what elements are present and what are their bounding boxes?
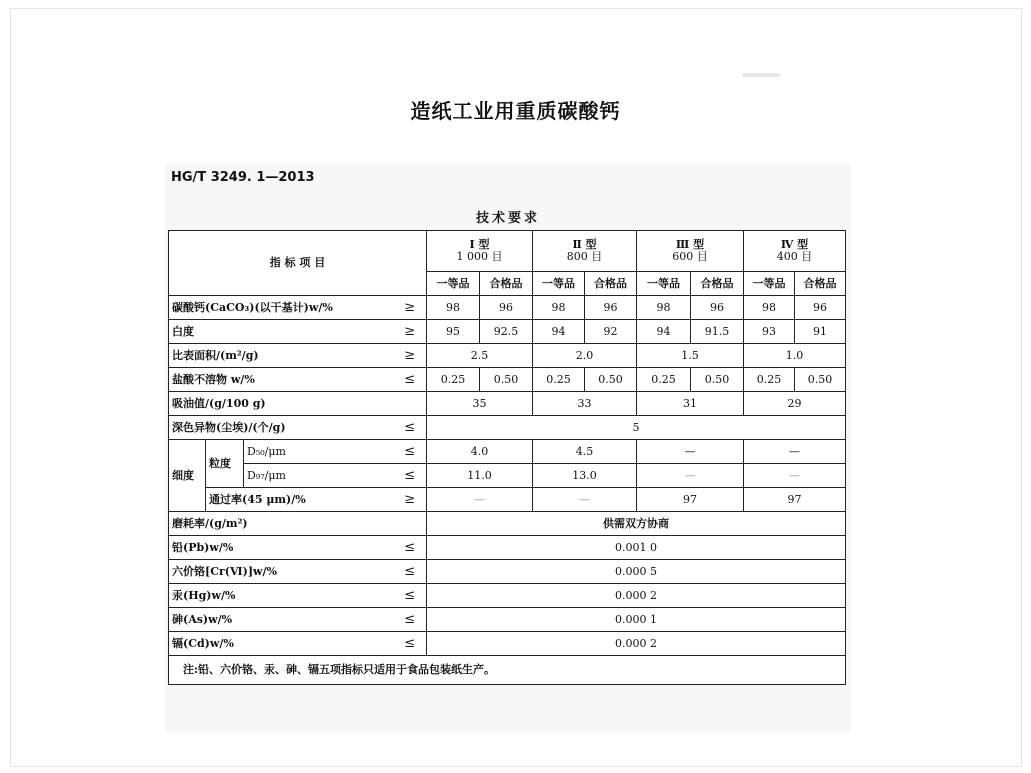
row-oil-absorption (169, 392, 846, 416)
value-cell: 0.000 5 (427, 560, 846, 584)
value-cell: 0.25 (637, 368, 691, 392)
value-cell: — (744, 440, 846, 464)
fineness-label: 细度 (169, 440, 206, 512)
value-cell: — (744, 464, 846, 488)
scan-smudge (742, 73, 780, 77)
type-3-header: Ⅲ 型 600 目 (637, 231, 744, 272)
value-cell: 91.5 (691, 320, 744, 344)
operator: ≤ (394, 632, 427, 656)
pass-rate-label: 通过率(45 μm)/% (206, 488, 394, 512)
row-label: 铅(Pb)w/% (169, 536, 394, 560)
value-cell: 92.5 (480, 320, 533, 344)
row-note (169, 656, 846, 685)
row-label: 磨耗率/(g/m²) (169, 512, 427, 536)
grade-header: 合格品 (691, 272, 744, 296)
row-fineness-d97 (169, 464, 846, 488)
row-label: 比表面积/(m²/g) (169, 344, 394, 368)
value-cell: 35 (427, 392, 533, 416)
value-cell: 91 (795, 320, 846, 344)
row-label: 吸油值/(g/100 g) (169, 392, 427, 416)
type-4-header: Ⅳ 型 400 目 (744, 231, 846, 272)
spec-table (168, 230, 846, 685)
value-cell: 0.25 (744, 368, 795, 392)
value-cell: 0.50 (585, 368, 637, 392)
value-cell: 0.000 1 (427, 608, 846, 632)
value-cell: — (427, 488, 533, 512)
row-label: 碳酸钙(CaCO₃)(以干基计)w/% (169, 296, 394, 320)
value-cell: 96 (795, 296, 846, 320)
type-2-header: Ⅱ 型 800 目 (533, 231, 637, 272)
row-label: 白度 (169, 320, 394, 344)
value-cell: 0.50 (691, 368, 744, 392)
value-cell: 94 (637, 320, 691, 344)
d97-label: D₉₇/μm (244, 464, 394, 488)
value-cell: 5 (427, 416, 846, 440)
row-label: 盐酸不溶物 w/% (169, 368, 394, 392)
row-whiteness (169, 320, 846, 344)
value-cell: 0.50 (795, 368, 846, 392)
table-note: 注:铅、六价铬、汞、砷、镉五项指标只适用于食品包装纸生产。 (169, 656, 846, 685)
value-cell: 93 (744, 320, 795, 344)
item-header: 指 标 项 目 (169, 231, 427, 296)
d50-label: D₅₀/μm (244, 440, 394, 464)
row-label: 六价铬[Cr(Ⅵ)]w/% (169, 560, 394, 584)
operator: ≤ (394, 584, 427, 608)
operator: ≤ (394, 560, 427, 584)
grade-header: 一等品 (533, 272, 585, 296)
operator: ≤ (394, 608, 427, 632)
row-label: 镉(Cd)w/% (169, 632, 394, 656)
grade-header: 一等品 (744, 272, 795, 296)
value-cell: 13.0 (533, 464, 637, 488)
value-cell: 0.25 (427, 368, 480, 392)
value-cell: — (637, 440, 744, 464)
row-fineness-pass-rate (169, 488, 846, 512)
operator: ≥ (394, 296, 427, 320)
value-cell: 97 (744, 488, 846, 512)
value-cell: 2.0 (533, 344, 637, 368)
operator: ≤ (394, 368, 427, 392)
value-cell: 31 (637, 392, 744, 416)
operator: ≥ (394, 344, 427, 368)
value-cell: 98 (427, 296, 480, 320)
row-dark-impurities (169, 416, 846, 440)
row-fineness-d50 (169, 440, 846, 464)
operator: ≤ (394, 536, 427, 560)
operator: ≥ (394, 488, 427, 512)
value-cell: 0.000 2 (427, 584, 846, 608)
grade-header: 合格品 (480, 272, 533, 296)
row-mercury (169, 584, 846, 608)
grade-header: 合格品 (795, 272, 846, 296)
value-cell: — (637, 464, 744, 488)
particle-size-label: 粒度 (206, 440, 244, 488)
row-surface-area (169, 344, 846, 368)
operator: ≥ (394, 320, 427, 344)
value-cell: — (533, 488, 637, 512)
row-arsenic (169, 608, 846, 632)
value-cell: 96 (585, 296, 637, 320)
value-cell: 98 (533, 296, 585, 320)
operator: ≤ (394, 416, 427, 440)
value-cell: 98 (637, 296, 691, 320)
value-cell: 0.25 (533, 368, 585, 392)
value-cell: 4.5 (533, 440, 637, 464)
type-1-header: Ⅰ 型 1 000 目 (427, 231, 533, 272)
row-label: 砷(As)w/% (169, 608, 394, 632)
grade-header: 一等品 (637, 272, 691, 296)
row-chromium (169, 560, 846, 584)
value-cell: 94 (533, 320, 585, 344)
value-cell: 0.001 0 (427, 536, 846, 560)
row-label: 深色异物(尘埃)/(个/g) (169, 416, 394, 440)
value-cell: 96 (691, 296, 744, 320)
value-cell: 97 (637, 488, 744, 512)
value-cell: 92 (585, 320, 637, 344)
row-caco3 (169, 296, 846, 320)
row-abrasion (169, 512, 846, 536)
operator: ≤ (394, 440, 427, 464)
row-cadmium (169, 632, 846, 656)
value-cell: 98 (744, 296, 795, 320)
row-lead (169, 536, 846, 560)
value-cell: 0.000 2 (427, 632, 846, 656)
value-cell: 11.0 (427, 464, 533, 488)
header-row-types (169, 231, 846, 272)
table-caption: 技术要求 (475, 211, 540, 226)
standard-code: HG/T 3249. 1—2013 (171, 170, 315, 185)
value-cell: 4.0 (427, 440, 533, 464)
value-cell: 33 (533, 392, 637, 416)
row-hcl-insoluble (169, 368, 846, 392)
value-cell: 96 (480, 296, 533, 320)
value-cell: 29 (744, 392, 846, 416)
row-label: 汞(Hg)w/% (169, 584, 394, 608)
value-cell: 95 (427, 320, 480, 344)
value-cell: 2.5 (427, 344, 533, 368)
operator: ≤ (394, 464, 427, 488)
value-cell: 供需双方协商 (427, 512, 846, 536)
value-cell: 0.50 (480, 368, 533, 392)
value-cell: 1.5 (637, 344, 744, 368)
grade-header: 合格品 (585, 272, 637, 296)
grade-header: 一等品 (427, 272, 480, 296)
page-title: 造纸工业用重质碳酸钙 (410, 99, 621, 123)
value-cell: 1.0 (744, 344, 846, 368)
